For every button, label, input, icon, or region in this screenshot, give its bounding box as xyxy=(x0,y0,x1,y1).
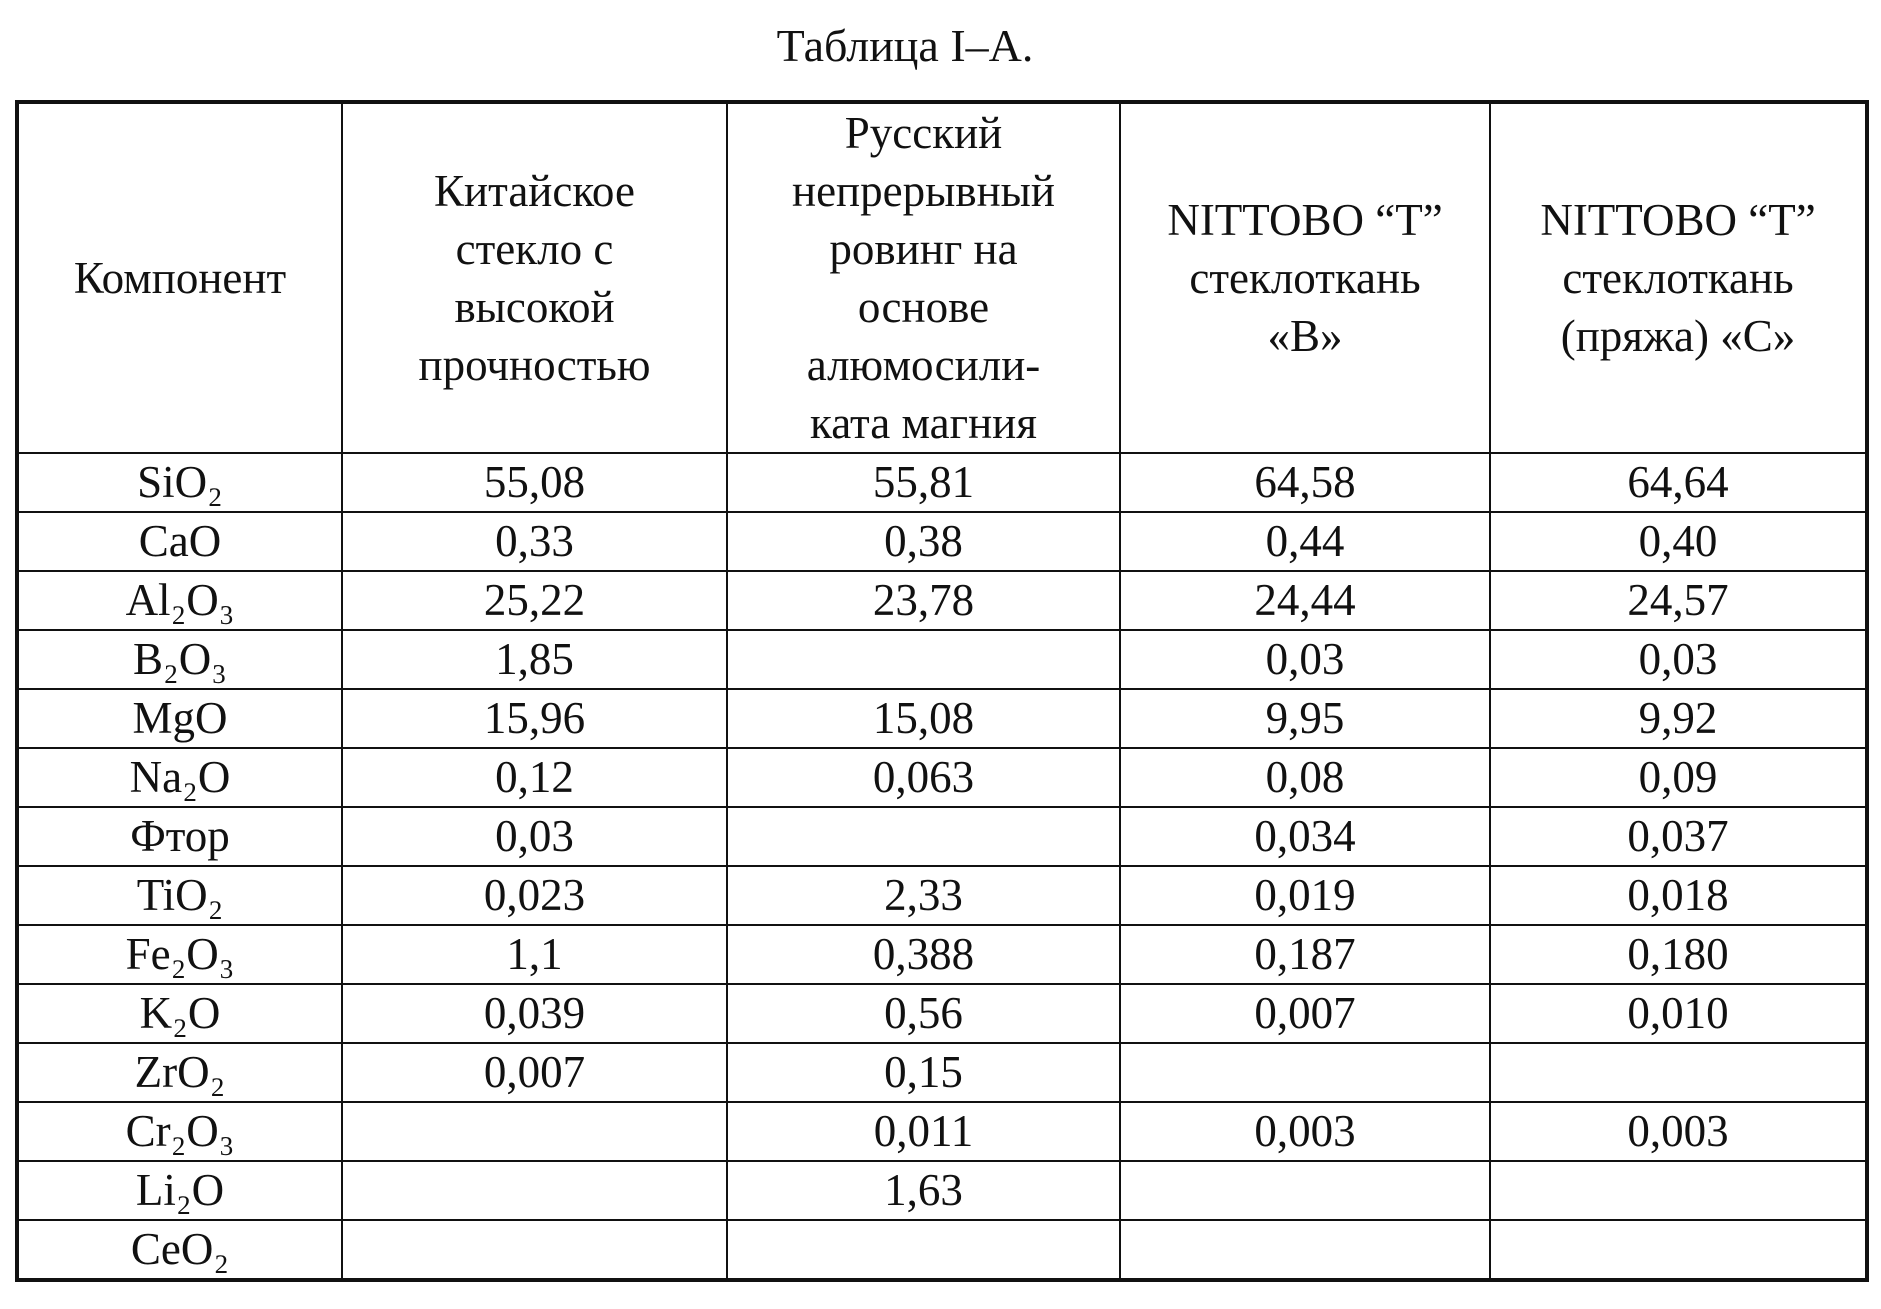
table-row xyxy=(17,571,1867,630)
table-cell-component: Al₂O₃ xyxy=(17,571,342,630)
table-cell-nittobo-b: 0,03 xyxy=(1120,630,1490,689)
table-cell-component: B₂O₃ xyxy=(17,630,342,689)
table-cell-russian-roving: 0,388 xyxy=(727,925,1120,984)
composition-table xyxy=(15,100,1869,1282)
table-row xyxy=(17,1220,1867,1280)
table-cell-chinese-glass: 25,22 xyxy=(342,571,727,630)
table-cell-nittobo-c: 0,003 xyxy=(1490,1102,1867,1161)
table-cell-chinese-glass xyxy=(342,1102,727,1161)
table-cell-chinese-glass xyxy=(342,1161,727,1220)
table-row xyxy=(17,1043,1867,1102)
table-cell-nittobo-b: 64,58 xyxy=(1120,453,1490,512)
table-cell-nittobo-c: 0,018 xyxy=(1490,866,1867,925)
table-cell-chinese-glass: 1,85 xyxy=(342,630,727,689)
table-cell-component: Li₂O xyxy=(17,1161,342,1220)
table-cell-nittobo-c: 0,40 xyxy=(1490,512,1867,571)
table-cell-chinese-glass: 0,023 xyxy=(342,866,727,925)
table-row xyxy=(17,512,1867,571)
table-row xyxy=(17,630,1867,689)
table-cell-nittobo-b: 0,003 xyxy=(1120,1102,1490,1161)
table-row xyxy=(17,1161,1867,1220)
table-cell-russian-roving: 0,011 xyxy=(727,1102,1120,1161)
table-cell-nittobo-b: 0,187 xyxy=(1120,925,1490,984)
table-cell-component: TiO₂ xyxy=(17,866,342,925)
table-cell-component: MgO xyxy=(17,689,342,748)
header-cell-nittobo-c: NITTOBO “T” стеклоткань (пряжа) «С» xyxy=(1490,102,1867,453)
table-cell-nittobo-c xyxy=(1490,1220,1867,1280)
table-cell-nittobo-c: 64,64 xyxy=(1490,453,1867,512)
table-cell-nittobo-c: 0,09 xyxy=(1490,748,1867,807)
table-row xyxy=(17,807,1867,866)
table-cell-component: ZrO₂ xyxy=(17,1043,342,1102)
table-cell-chinese-glass: 15,96 xyxy=(342,689,727,748)
table-cell-russian-roving: 15,08 xyxy=(727,689,1120,748)
table-cell-russian-roving xyxy=(727,630,1120,689)
table-cell-russian-roving: 1,63 xyxy=(727,1161,1120,1220)
table-cell-nittobo-b xyxy=(1120,1161,1490,1220)
header-cell-chinese-glass: Китайское стекло с высокой прочностью xyxy=(342,102,727,453)
table-cell-component: Na₂O xyxy=(17,748,342,807)
table-row xyxy=(17,984,1867,1043)
table-cell-component: CeO₂ xyxy=(17,1220,342,1280)
table-cell-component: SiO₂ xyxy=(17,453,342,512)
table-cell-nittobo-c: 0,037 xyxy=(1490,807,1867,866)
table-cell-nittobo-c: 0,180 xyxy=(1490,925,1867,984)
table-cell-component: Fe₂O₃ xyxy=(17,925,342,984)
table-cell-russian-roving: 55,81 xyxy=(727,453,1120,512)
table-row xyxy=(17,866,1867,925)
table-cell-nittobo-c xyxy=(1490,1161,1867,1220)
table-cell-nittobo-b xyxy=(1120,1043,1490,1102)
table-cell-component: Фтор xyxy=(17,807,342,866)
header-row xyxy=(17,102,1867,453)
table-cell-chinese-glass: 0,03 xyxy=(342,807,727,866)
table-cell-nittobo-b: 0,007 xyxy=(1120,984,1490,1043)
table-cell-chinese-glass: 0,12 xyxy=(342,748,727,807)
table-cell-chinese-glass: 0,039 xyxy=(342,984,727,1043)
table-cell-component: K₂O xyxy=(17,984,342,1043)
table-row xyxy=(17,925,1867,984)
table-cell-component: Cr₂O₃ xyxy=(17,1102,342,1161)
table-cell-nittobo-c: 0,010 xyxy=(1490,984,1867,1043)
table-cell-russian-roving: 2,33 xyxy=(727,866,1120,925)
table-cell-nittobo-b: 0,019 xyxy=(1120,866,1490,925)
table-cell-nittobo-c xyxy=(1490,1043,1867,1102)
table-cell-component: CaO xyxy=(17,512,342,571)
table-cell-russian-roving xyxy=(727,1220,1120,1280)
table-cell-nittobo-c: 24,57 xyxy=(1490,571,1867,630)
table-cell-nittobo-b: 24,44 xyxy=(1120,571,1490,630)
table-cell-russian-roving: 0,38 xyxy=(727,512,1120,571)
table-cell-nittobo-b: 0,034 xyxy=(1120,807,1490,866)
table-cell-nittobo-b: 0,44 xyxy=(1120,512,1490,571)
table-cell-chinese-glass xyxy=(342,1220,727,1280)
header-cell-component: Компонент xyxy=(17,102,342,453)
table-row xyxy=(17,453,1867,512)
table-cell-russian-roving: 0,15 xyxy=(727,1043,1120,1102)
table-cell-nittobo-b: 9,95 xyxy=(1120,689,1490,748)
table-cell-chinese-glass: 0,007 xyxy=(342,1043,727,1102)
table-cell-nittobo-c: 0,03 xyxy=(1490,630,1867,689)
table-cell-russian-roving: 0,56 xyxy=(727,984,1120,1043)
table-cell-russian-roving xyxy=(727,807,1120,866)
table-row xyxy=(17,689,1867,748)
table-cell-chinese-glass: 0,33 xyxy=(342,512,727,571)
table-cell-chinese-glass: 55,08 xyxy=(342,453,727,512)
table-row xyxy=(17,1102,1867,1161)
table-cell-russian-roving: 0,063 xyxy=(727,748,1120,807)
table-cell-nittobo-c: 9,92 xyxy=(1490,689,1867,748)
table-caption: Таблица I–А. xyxy=(776,20,1034,71)
table-cell-nittobo-b: 0,08 xyxy=(1120,748,1490,807)
table-row xyxy=(17,748,1867,807)
header-cell-russian-roving: Русский непрерывный ровинг на основе алюмосили- ката магния xyxy=(727,102,1120,453)
table-cell-russian-roving: 23,78 xyxy=(727,571,1120,630)
table-cell-nittobo-b xyxy=(1120,1220,1490,1280)
header-cell-nittobo-b: NITTOBO “T” стеклоткань «В» xyxy=(1120,102,1490,453)
table-cell-chinese-glass: 1,1 xyxy=(342,925,727,984)
